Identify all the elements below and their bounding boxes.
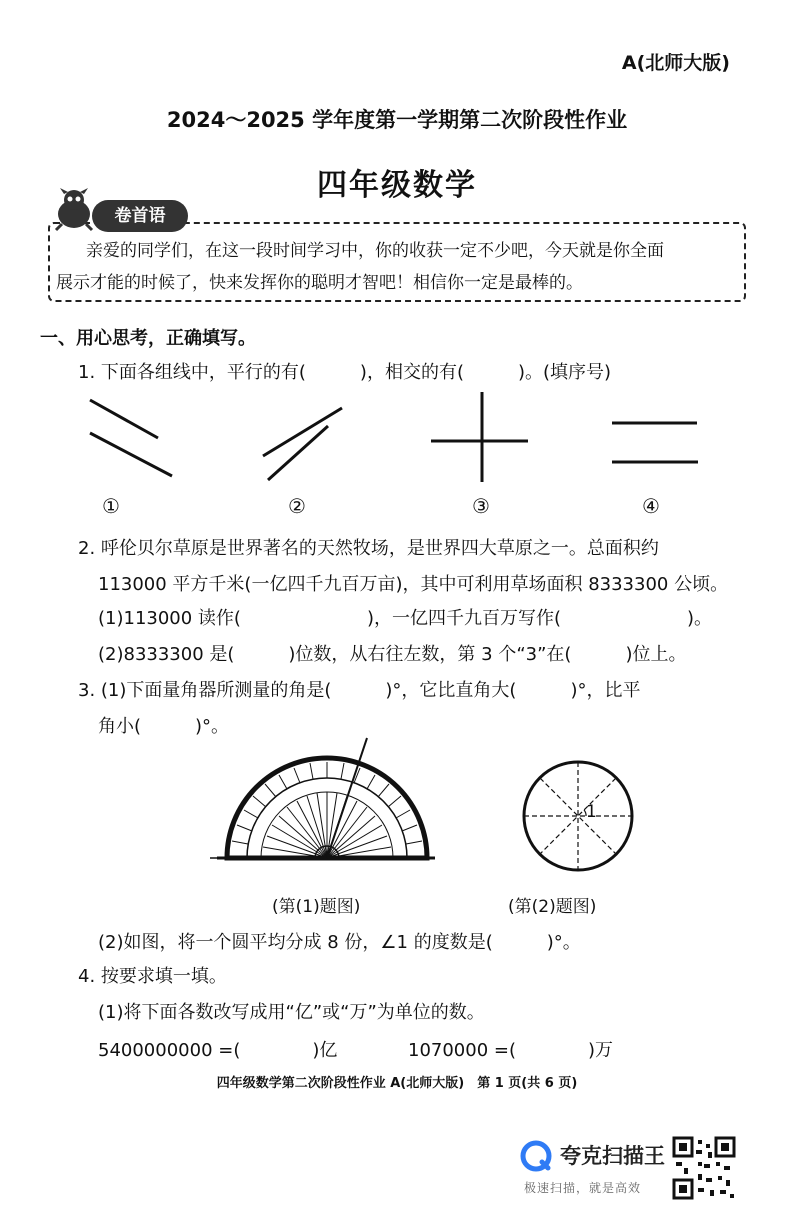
q1-text: 1. 下面各组线中，平行的有( )，相交的有( )。(填序号) [78,362,612,383]
q4-equation-2: 1070000 =( )万 [408,1040,614,1061]
q2-line-4: (2)8333300 是( )位数，从右往左数，第 3 个“3”在( )位上。 [98,644,687,665]
subject-title: 四年级数学 [317,168,477,203]
label-4: ④ [642,494,660,518]
group1-line-a [90,400,158,438]
q3-line-1: 3. (1)下面量角器所测量的角是( )°，它比直角大( )°，比平 [78,680,641,701]
qr-code-icon [672,1136,736,1200]
protractor-figure [210,730,440,870]
edition-label: A(北师大版) [621,52,730,74]
label-3: ③ [472,494,490,518]
circle-figure [512,752,642,882]
caption-figure-2: (第(2)题图) [508,897,597,917]
q4-equation-1: 5400000000 =( )亿 [98,1040,338,1061]
q3-line-3: (2)如图，将一个圆平均分成 8 份，∠1 的度数是( )°。 [98,932,581,953]
label-1: ① [102,494,120,518]
label-2: ② [288,494,306,518]
angle-1-label: 1 [586,802,597,822]
caption-figure-1: (第(1)题图) [272,897,361,917]
mascot-icon [52,186,96,232]
preface-line-2: 展示才能的时候了，快来发挥你的聪明才智吧！相信你一定是最棒的。 [56,273,583,293]
line-groups-figure [60,390,760,500]
preface-line-1: 亲爱的同学们，在这一段时间学习中，你的收获一定不少吧，今天就是你全面 [86,241,664,261]
q4-heading: 4. 按要求填一填。 [78,966,227,987]
section-heading: 一、用心思考，正确填写。 [40,328,256,349]
q4-line-1: (1)将下面各数改写成用“亿”或“万”为单位的数。 [98,1002,485,1023]
scanner-brand-slogan: 极速扫描，就是高效 [524,1181,642,1195]
q3-line-2: 角小( )°。 [98,716,230,737]
preface-badge: 卷首语 [92,200,188,232]
group1-line-b [90,433,172,476]
scanner-logo-icon [520,1140,552,1172]
q2-line-1: 2. 呼伦贝尔草原是世界著名的天然牧场，是世界四大草原之一。总面积约 [78,538,659,559]
q2-line-3: (1)113000 读作( )，一亿四千九百万写作( )。 [98,608,713,629]
page-footer: 四年级数学第二次阶段性作业 A(北师大版) 第 1 页(共 6 页) [216,1076,578,1091]
q2-line-2: 113000 平方千米(一亿四千九百万亩)，其中可利用草场面积 8333300 公顷。 [98,574,729,595]
scanner-brand-name: 夸克扫描王 [560,1144,665,1168]
page-title: 2024～2025 学年度第一学期第二次阶段性作业 [166,108,628,132]
